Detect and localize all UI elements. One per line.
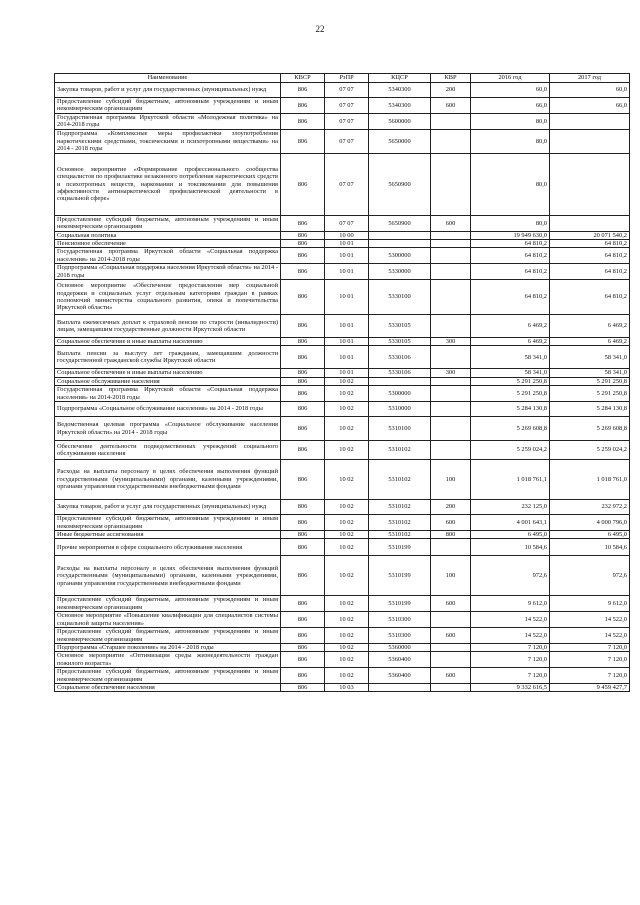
cell-y2016: 7 120,0 xyxy=(471,668,550,684)
cell-name: Социальное обеспечение и иные выплаты населению xyxy=(55,369,281,377)
cell-rzpr: 10 02 xyxy=(325,612,369,628)
cell-y2017: 5 291 250,8 xyxy=(550,386,630,402)
cell-name: Подпрограмма «Комплексные меры профилактики злоупотребления наркотическими средствами, токсическими и психотропными веществами» на 2014 - 2018 годы xyxy=(55,129,281,153)
cell-kvsr: 806 xyxy=(281,240,325,248)
cell-rzpr: 07 07 xyxy=(325,153,369,215)
cell-y2017: 5 291 250,8 xyxy=(550,377,630,385)
cell-kvr: 600 xyxy=(431,596,471,612)
cell-y2017: 6 469,2 xyxy=(550,338,630,346)
cell-kcsr: 5330105 xyxy=(369,338,431,346)
table-row xyxy=(55,556,630,596)
cell-y2016: 972,6 xyxy=(471,556,550,596)
cell-kvsr: 806 xyxy=(281,460,325,500)
cell-kcsr xyxy=(369,231,431,239)
cell-name: Социальное обеспечение и иные выплаты населению xyxy=(55,338,281,346)
cell-kvsr: 806 xyxy=(281,113,325,129)
cell-kvsr: 806 xyxy=(281,643,325,651)
cell-kvr: 200 xyxy=(431,500,471,515)
cell-name: Социальная политика xyxy=(55,231,281,239)
budget-table xyxy=(54,73,630,692)
cell-y2017: 14 522,0 xyxy=(550,612,630,628)
cell-kcsr: 5330105 xyxy=(369,315,431,338)
cell-y2016: 5 269 608,8 xyxy=(471,417,550,441)
cell-kcsr xyxy=(369,240,431,248)
cell-kvr xyxy=(431,643,471,651)
page-number: 22 xyxy=(315,24,325,34)
cell-rzpr: 07 07 xyxy=(325,83,369,98)
cell-kcsr: 5310102 xyxy=(369,460,431,500)
cell-kvr xyxy=(431,386,471,402)
cell-kvsr: 806 xyxy=(281,668,325,684)
cell-y2017: 9 459 427,7 xyxy=(550,683,630,691)
cell-kvr xyxy=(431,417,471,441)
cell-rzpr: 10 02 xyxy=(325,556,369,596)
table-row xyxy=(55,264,630,280)
cell-y2016: 14 522,0 xyxy=(471,628,550,644)
table-row xyxy=(55,153,630,215)
cell-y2016: 80,0 xyxy=(471,113,550,129)
cell-kcsr: 5310300 xyxy=(369,628,431,644)
cell-kvsr: 806 xyxy=(281,248,325,264)
cell-kvr xyxy=(431,683,471,691)
cell-kvsr: 806 xyxy=(281,264,325,280)
cell-y2017: 60,0 xyxy=(550,83,630,98)
table-row xyxy=(55,530,630,538)
cell-kcsr: 5310102 xyxy=(369,530,431,538)
cell-y2016: 1 018 761,1 xyxy=(471,460,550,500)
cell-name: Государственная программа Иркутской области «Социальная поддержка населения» на 2014-2018 годы xyxy=(55,248,281,264)
cell-kvr: 800 xyxy=(431,530,471,538)
cell-kvsr: 806 xyxy=(281,628,325,644)
cell-kcsr: 5310199 xyxy=(369,539,431,556)
cell-kcsr: 5330106 xyxy=(369,369,431,377)
cell-rzpr: 10 01 xyxy=(325,338,369,346)
cell-kvsr: 806 xyxy=(281,539,325,556)
cell-name: Иные бюджетные ассигнования xyxy=(55,530,281,538)
cell-name: Предоставление субсидий бюджетным, автономным учреждениям и иным некоммерческим организациям xyxy=(55,668,281,684)
cell-kcsr: 5310102 xyxy=(369,500,431,515)
cell-kvr xyxy=(431,652,471,668)
cell-y2016: 4 001 643,1 xyxy=(471,515,550,531)
cell-kvr xyxy=(431,377,471,385)
header-kcsr: КЦСР xyxy=(369,74,431,83)
cell-kcsr: 5330100 xyxy=(369,280,431,315)
table-row xyxy=(55,215,630,231)
cell-name: Подпрограмма «Социальное обслуживание населения» на 2014 - 2018 годы xyxy=(55,402,281,417)
cell-rzpr: 10 01 xyxy=(325,346,369,369)
cell-rzpr: 10 02 xyxy=(325,643,369,651)
cell-kvr xyxy=(431,441,471,460)
cell-y2017: 5 269 608,8 xyxy=(550,417,630,441)
cell-kvsr: 806 xyxy=(281,338,325,346)
table-row xyxy=(55,441,630,460)
cell-kvsr: 806 xyxy=(281,369,325,377)
cell-y2017: 10 584,6 xyxy=(550,539,630,556)
cell-rzpr: 10 01 xyxy=(325,240,369,248)
cell-y2016: 10 584,6 xyxy=(471,539,550,556)
cell-rzpr: 07 07 xyxy=(325,113,369,129)
cell-y2017 xyxy=(550,113,630,129)
table-row xyxy=(55,460,630,500)
cell-y2016: 80,0 xyxy=(471,129,550,153)
cell-kvr xyxy=(431,539,471,556)
cell-kcsr xyxy=(369,683,431,691)
cell-kcsr: 5330106 xyxy=(369,346,431,369)
cell-y2016: 7 120,0 xyxy=(471,652,550,668)
cell-kcsr: 5360400 xyxy=(369,652,431,668)
cell-name: Выплата пенсии за выслугу лет гражданам, замещавшим должности государственной гражданской службы Иркутской области xyxy=(55,346,281,369)
cell-y2017: 5 284 130,8 xyxy=(550,402,630,417)
table-row xyxy=(55,83,630,98)
cell-kvsr: 806 xyxy=(281,402,325,417)
cell-y2016: 5 284 130,8 xyxy=(471,402,550,417)
cell-kcsr xyxy=(369,377,431,385)
cell-kvsr: 806 xyxy=(281,377,325,385)
table-row xyxy=(55,402,630,417)
cell-rzpr: 10 00 xyxy=(325,231,369,239)
table-row xyxy=(55,668,630,684)
table-row xyxy=(55,500,630,515)
cell-name: Основное мероприятие «Обеспечение предоставления мер социальной поддержки и социальных услуг отдельным категориям граждан в рамках полномочий министерства социального развития, опеки и попечительства Иркутской области» xyxy=(55,280,281,315)
cell-kcsr: 5300000 xyxy=(369,248,431,264)
cell-kvsr: 806 xyxy=(281,346,325,369)
cell-kcsr: 5310102 xyxy=(369,515,431,531)
cell-kcsr: 5340300 xyxy=(369,83,431,98)
cell-kcsr: 5310199 xyxy=(369,556,431,596)
cell-name: Социальное обеспечение населения xyxy=(55,683,281,691)
cell-rzpr: 10 02 xyxy=(325,539,369,556)
cell-kvsr: 806 xyxy=(281,231,325,239)
cell-kvr: 600 xyxy=(431,515,471,531)
cell-kvsr: 806 xyxy=(281,530,325,538)
cell-kvr xyxy=(431,153,471,215)
cell-kvsr: 806 xyxy=(281,683,325,691)
cell-rzpr: 10 02 xyxy=(325,402,369,417)
cell-y2017: 7 120,0 xyxy=(550,643,630,651)
cell-rzpr: 07 07 xyxy=(325,98,369,114)
cell-y2016: 5 259 024,2 xyxy=(471,441,550,460)
cell-y2017: 7 120,0 xyxy=(550,668,630,684)
cell-y2016: 80,0 xyxy=(471,215,550,231)
cell-kvsr: 806 xyxy=(281,315,325,338)
cell-rzpr: 07 07 xyxy=(325,215,369,231)
table-row xyxy=(55,515,630,531)
cell-kvr xyxy=(431,280,471,315)
header-kvsr: КВСР xyxy=(281,74,325,83)
cell-name: Государственная программа Иркутской области «Социальная поддержка населения» на 2014-2018 годы xyxy=(55,386,281,402)
cell-name: Предоставление субсидий бюджетным, автономным учреждениям и иным некоммерческим организациям xyxy=(55,596,281,612)
cell-kcsr: 5360000 xyxy=(369,643,431,651)
cell-kvsr: 806 xyxy=(281,556,325,596)
cell-y2017: 7 120,0 xyxy=(550,652,630,668)
cell-y2016: 58 341,0 xyxy=(471,369,550,377)
cell-y2017: 58 341,0 xyxy=(550,346,630,369)
cell-kvsr: 806 xyxy=(281,500,325,515)
cell-rzpr: 10 03 xyxy=(325,683,369,691)
cell-y2017: 64 810,2 xyxy=(550,264,630,280)
cell-kvr: 200 xyxy=(431,83,471,98)
cell-kvr: 600 xyxy=(431,628,471,644)
cell-name: Прочие мероприятия в сфере социального обслуживания населения xyxy=(55,539,281,556)
cell-kvsr: 806 xyxy=(281,612,325,628)
cell-rzpr: 10 02 xyxy=(325,377,369,385)
table-row xyxy=(55,683,630,691)
cell-y2016: 7 120,0 xyxy=(471,643,550,651)
cell-y2017: 4 000 796,0 xyxy=(550,515,630,531)
cell-kvsr: 806 xyxy=(281,98,325,114)
cell-y2016: 232 125,0 xyxy=(471,500,550,515)
cell-kvsr: 806 xyxy=(281,515,325,531)
cell-kcsr: 5650000 xyxy=(369,129,431,153)
cell-kvsr: 806 xyxy=(281,129,325,153)
cell-kvr: 100 xyxy=(431,556,471,596)
cell-y2016: 19 949 630,0 xyxy=(471,231,550,239)
cell-rzpr: 10 02 xyxy=(325,596,369,612)
cell-kcsr: 5360400 xyxy=(369,668,431,684)
table-row xyxy=(55,417,630,441)
cell-kvr xyxy=(431,248,471,264)
cell-kcsr: 5600000 xyxy=(369,113,431,129)
table-row xyxy=(55,539,630,556)
header-kvr: КВР xyxy=(431,74,471,83)
cell-rzpr: 10 01 xyxy=(325,315,369,338)
header-rzpr: РзПР xyxy=(325,74,369,83)
cell-y2017: 20 071 540,2 xyxy=(550,231,630,239)
cell-kvr: 600 xyxy=(431,98,471,114)
cell-name: Предоставление субсидий бюджетным, автономным учреждениям и иным некоммерческим организациям xyxy=(55,515,281,531)
cell-name: Подпрограмма «Старшее поколение» на 2014 - 2018 годы xyxy=(55,643,281,651)
table-row xyxy=(55,98,630,114)
table-row xyxy=(55,113,630,129)
cell-name: Выплата ежемесячных доплат к страховой пенсии по старости (инвалидности) лицам, замещавшим государственные должности Иркутской области xyxy=(55,315,281,338)
table-row xyxy=(55,386,630,402)
cell-kcsr: 5340300 xyxy=(369,98,431,114)
cell-y2017: 5 259 024,2 xyxy=(550,441,630,460)
cell-name: Пенсионное обеспечение xyxy=(55,240,281,248)
cell-kcsr: 5310199 xyxy=(369,596,431,612)
cell-y2016: 64 810,2 xyxy=(471,280,550,315)
cell-y2016: 64 810,2 xyxy=(471,240,550,248)
cell-rzpr: 10 02 xyxy=(325,668,369,684)
cell-kcsr: 5330000 xyxy=(369,264,431,280)
table-row xyxy=(55,346,630,369)
header-name: Наименование xyxy=(55,74,281,83)
table-row xyxy=(55,369,630,377)
cell-name: Закупка товаров, работ и услуг для государственных (муниципальных) нужд xyxy=(55,500,281,515)
cell-y2017: 6 495,0 xyxy=(550,530,630,538)
table-row xyxy=(55,628,630,644)
cell-kvr xyxy=(431,402,471,417)
table-row xyxy=(55,377,630,385)
cell-kvsr: 806 xyxy=(281,652,325,668)
cell-y2017: 1 018 761,0 xyxy=(550,460,630,500)
cell-kvsr: 806 xyxy=(281,441,325,460)
cell-rzpr: 07 07 xyxy=(325,129,369,153)
cell-kvsr: 806 xyxy=(281,215,325,231)
cell-kvr: 600 xyxy=(431,668,471,684)
header-2017: 2017 год xyxy=(550,74,630,83)
cell-rzpr: 10 02 xyxy=(325,652,369,668)
cell-name: Основное мероприятие «Оптимизация среды жизнедеятельности граждан пожилого возраста» xyxy=(55,652,281,668)
cell-y2016: 5 291 250,8 xyxy=(471,377,550,385)
cell-kvr xyxy=(431,315,471,338)
cell-kcsr: 5310300 xyxy=(369,612,431,628)
cell-y2016: 80,0 xyxy=(471,153,550,215)
cell-name: Расходы на выплаты персоналу в целях обеспечения выполнения функций государственными (муниципальными) органами, казенными учреждениями, органами управления государственными внебюджетными фондами xyxy=(55,556,281,596)
table-row xyxy=(55,315,630,338)
cell-name: Предоставление субсидий бюджетным, автономным учреждениям и иным некоммерческим организациям xyxy=(55,98,281,114)
cell-kvsr: 806 xyxy=(281,417,325,441)
cell-name: Социальное обслуживание населения xyxy=(55,377,281,385)
table-row xyxy=(55,612,630,628)
cell-kvr: 600 xyxy=(431,215,471,231)
cell-rzpr: 10 01 xyxy=(325,248,369,264)
table-row xyxy=(55,280,630,315)
cell-y2016: 9 332 616,5 xyxy=(471,683,550,691)
cell-rzpr: 10 02 xyxy=(325,628,369,644)
header-2016: 2016 год xyxy=(471,74,550,83)
cell-kcsr: 5310100 xyxy=(369,417,431,441)
cell-y2017: 64 810,2 xyxy=(550,240,630,248)
cell-kvsr: 806 xyxy=(281,386,325,402)
cell-kcsr: 5310000 xyxy=(369,402,431,417)
cell-kvsr: 806 xyxy=(281,596,325,612)
cell-y2016: 5 291 250,8 xyxy=(471,386,550,402)
cell-name: Подпрограмма «Социальная поддержка населения Иркутской области» на 2014 - 2018 годы xyxy=(55,264,281,280)
cell-kvr xyxy=(431,612,471,628)
cell-y2016: 6 469,2 xyxy=(471,338,550,346)
cell-name: Расходы на выплаты персоналу в целях обеспечения выполнения функций государственными (муниципальными) органами, казенными учреждениями, органами управления государственными внебюджетными фондами xyxy=(55,460,281,500)
cell-rzpr: 10 02 xyxy=(325,386,369,402)
table-row xyxy=(55,643,630,651)
cell-name: Предоставление субсидий бюджетным, автономным учреждениям и иным некоммерческим организациям xyxy=(55,628,281,644)
cell-kvr: 100 xyxy=(431,460,471,500)
cell-rzpr: 10 02 xyxy=(325,530,369,538)
cell-kcsr: 5310102 xyxy=(369,441,431,460)
cell-y2017 xyxy=(550,153,630,215)
cell-y2017: 14 522,0 xyxy=(550,628,630,644)
table-row xyxy=(55,338,630,346)
cell-kvr xyxy=(431,240,471,248)
cell-y2017: 9 612,0 xyxy=(550,596,630,612)
cell-rzpr: 10 01 xyxy=(325,369,369,377)
cell-name: Основное мероприятие «Формирование профессионального сообщества специалистов по профилактике незаконного потребления наркотических средств и психотропных веществ, наркомании и токсикомании для повышения эффективности антинаркотической профилактической деятельности в социальной сфере» xyxy=(55,153,281,215)
cell-rzpr: 10 02 xyxy=(325,500,369,515)
cell-kvr xyxy=(431,346,471,369)
cell-rzpr: 10 02 xyxy=(325,417,369,441)
cell-rzpr: 10 02 xyxy=(325,441,369,460)
cell-y2017 xyxy=(550,129,630,153)
cell-kvsr: 806 xyxy=(281,280,325,315)
cell-kvr xyxy=(431,231,471,239)
cell-name: Основное мероприятие «Повышение квалификации для специалистов системы социальной защиты населения» xyxy=(55,612,281,628)
cell-y2017: 6 469,2 xyxy=(550,315,630,338)
cell-kcsr: 5650900 xyxy=(369,153,431,215)
cell-y2017: 64 810,2 xyxy=(550,248,630,264)
cell-kvr: 300 xyxy=(431,369,471,377)
cell-rzpr: 10 01 xyxy=(325,264,369,280)
cell-rzpr: 10 01 xyxy=(325,280,369,315)
cell-kvr xyxy=(431,264,471,280)
table-row xyxy=(55,248,630,264)
cell-y2017: 58 341,0 xyxy=(550,369,630,377)
cell-kcsr: 5650900 xyxy=(369,215,431,231)
cell-y2016: 6 495,0 xyxy=(471,530,550,538)
cell-kvr xyxy=(431,113,471,129)
table-row xyxy=(55,596,630,612)
cell-name: Ведомственная целевая программа «Социальное обслуживание населения Иркутской области» на 2014 - 2018 годы xyxy=(55,417,281,441)
cell-kvsr: 806 xyxy=(281,153,325,215)
cell-y2017: 64 810,2 xyxy=(550,280,630,315)
cell-y2016: 64 810,2 xyxy=(471,264,550,280)
cell-kcsr: 5300000 xyxy=(369,386,431,402)
cell-name: Государственная программа Иркутской области «Молодежная политика» на 2014-2018 годы xyxy=(55,113,281,129)
cell-rzpr: 10 02 xyxy=(325,515,369,531)
cell-y2016: 6 469,2 xyxy=(471,315,550,338)
table-row xyxy=(55,652,630,668)
cell-kvsr: 806 xyxy=(281,83,325,98)
cell-kvr xyxy=(431,129,471,153)
cell-kvr: 300 xyxy=(431,338,471,346)
cell-y2016: 64 810,2 xyxy=(471,248,550,264)
table-header-row xyxy=(55,74,630,83)
cell-rzpr: 10 02 xyxy=(325,460,369,500)
cell-y2016: 60,0 xyxy=(471,83,550,98)
cell-name: Предоставление субсидий бюджетным, автономным учреждениям и иным некоммерческим организациям xyxy=(55,215,281,231)
table-row xyxy=(55,240,630,248)
cell-y2017: 232 972,2 xyxy=(550,500,630,515)
cell-y2016: 66,0 xyxy=(471,98,550,114)
cell-y2017: 972,6 xyxy=(550,556,630,596)
cell-name: Закупка товаров, работ и услуг для государственных (муниципальных) нужд xyxy=(55,83,281,98)
cell-y2017 xyxy=(550,215,630,231)
cell-y2017: 66,0 xyxy=(550,98,630,114)
cell-name: Обеспечение деятельности подведомственных учреждений социального обслуживания населения xyxy=(55,441,281,460)
table-row xyxy=(55,231,630,239)
cell-y2016: 9 612,0 xyxy=(471,596,550,612)
table-row xyxy=(55,129,630,153)
cell-y2016: 58 341,0 xyxy=(471,346,550,369)
cell-y2016: 14 522,0 xyxy=(471,612,550,628)
